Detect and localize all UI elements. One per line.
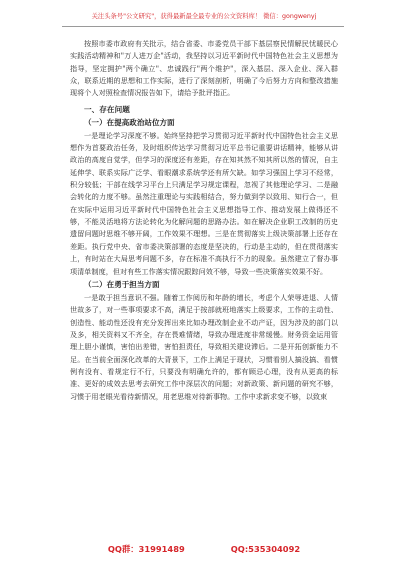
footer-qq-group: QQ群：31991489 [107, 544, 185, 554]
responsibility-paragraph: 一是敢于担当意识不强。随着工作阅历和年龄的增长，考虑个人荣辱进退、人情世故多了，对一些事项要求不高，满足于按部就班地落实上级要求，工作的主动性、创造性、能动性还没有充分发挥出来比如办理改制企业不动产证，因为涉及的部门以及多，相关资料又不齐全，存在畏难情绪，导致办理进度非常缓慢。财务资金运用管理上胆小谨慎，害怕出差错，害怕担责任，导致相关建设滞后。二是开拓创新能力不足。在当前全面深化改革的大背景下，工作上满足于现状，习惯看别人搞没搞、看惯例有没有、看规定行不行，只要没有明确允许的，都有顾忌心理，没有从更高的标准、更好的成效去思考去研究工作中深层次的问题；对新政策、新问题的研究不够，习惯于用老眼光看待新情况，用老思维对待新事物。工作中求新求变不够，以致束 [70, 292, 338, 401]
header-banner: 关注头条号"公文研究"，获得最新最全最专业的公文资料库！ 微信：gongwenyj [91, 13, 317, 20]
political-stance-paragraph: 一是理论学习深度不够。始终坚持把学习贯彻习近平新时代中国特色社会主义思想作为首要政治任务，及时组织传达学习贯彻习近平总书记重要讲话精神，能够从讲政治的高度自觉学，但学习的深度还有差距，存在知其然不知其所以然的情况，自主延伸学、联系实际广泛学、看眼潮求系统学还有所欠缺。如学习强国上学习不经常，积分较低；干部在线学习平台上只满足学习规定课程，忽视了其他理论学习、二是融会转化的力度不够。虽然注重理论与实践相结合，努力做到学以致用、知行合一，但在实际中运用习近平新时代中国特色社会主义思想指导工作、推动发展上做得还不够，不能灵活地将方法论转化为化解问题的思路办法。如在解决企业职工改制的历史遗留问题时思维不够开阔，工作效果不理想。三是在贯彻落实上级决策部署上还存在差距。执行党中央、省市委决策部署的态度是坚决的，行动是主动的，但在贯彻落实上，有时站在大局思考问题不多，存在标准不高执行不力的现象。虽然建立了督办事项清单制度，但对有些工作落实情况跟踪问效不够，导致一些决策落实效果不好。 [70, 130, 338, 276]
footer-contact [0, 543, 408, 555]
header-divider [62, 26, 344, 27]
section-heading-problems: 一、存在问题 [84, 104, 130, 114]
document-body [70, 38, 338, 403]
intro-paragraph: 按照市委市政府有关批示，结合省委、市委党员干部下基层察民情解民忧暖民心实践活动精神和"万人进万企"活动，我坚持以习近平新时代中国特色社会主义思想为指导，坚定拥护"两个确立"、忠诚践行"两个维护"，深入基层、深入企业、深入群众，联系近期的思想和工作实际，进行了深刻剖析，明确了今后努力方向和整改措施现将个人对照检查情况报告如下，请给予批评指正。 [70, 39, 338, 98]
subsection-heading-political-stance: （一）在提高政治站位方面 [84, 117, 175, 127]
subsection-heading-responsibility: （二）在勇于担当方面 [84, 279, 160, 289]
footer-qq: QQ:535304092 [230, 544, 301, 554]
